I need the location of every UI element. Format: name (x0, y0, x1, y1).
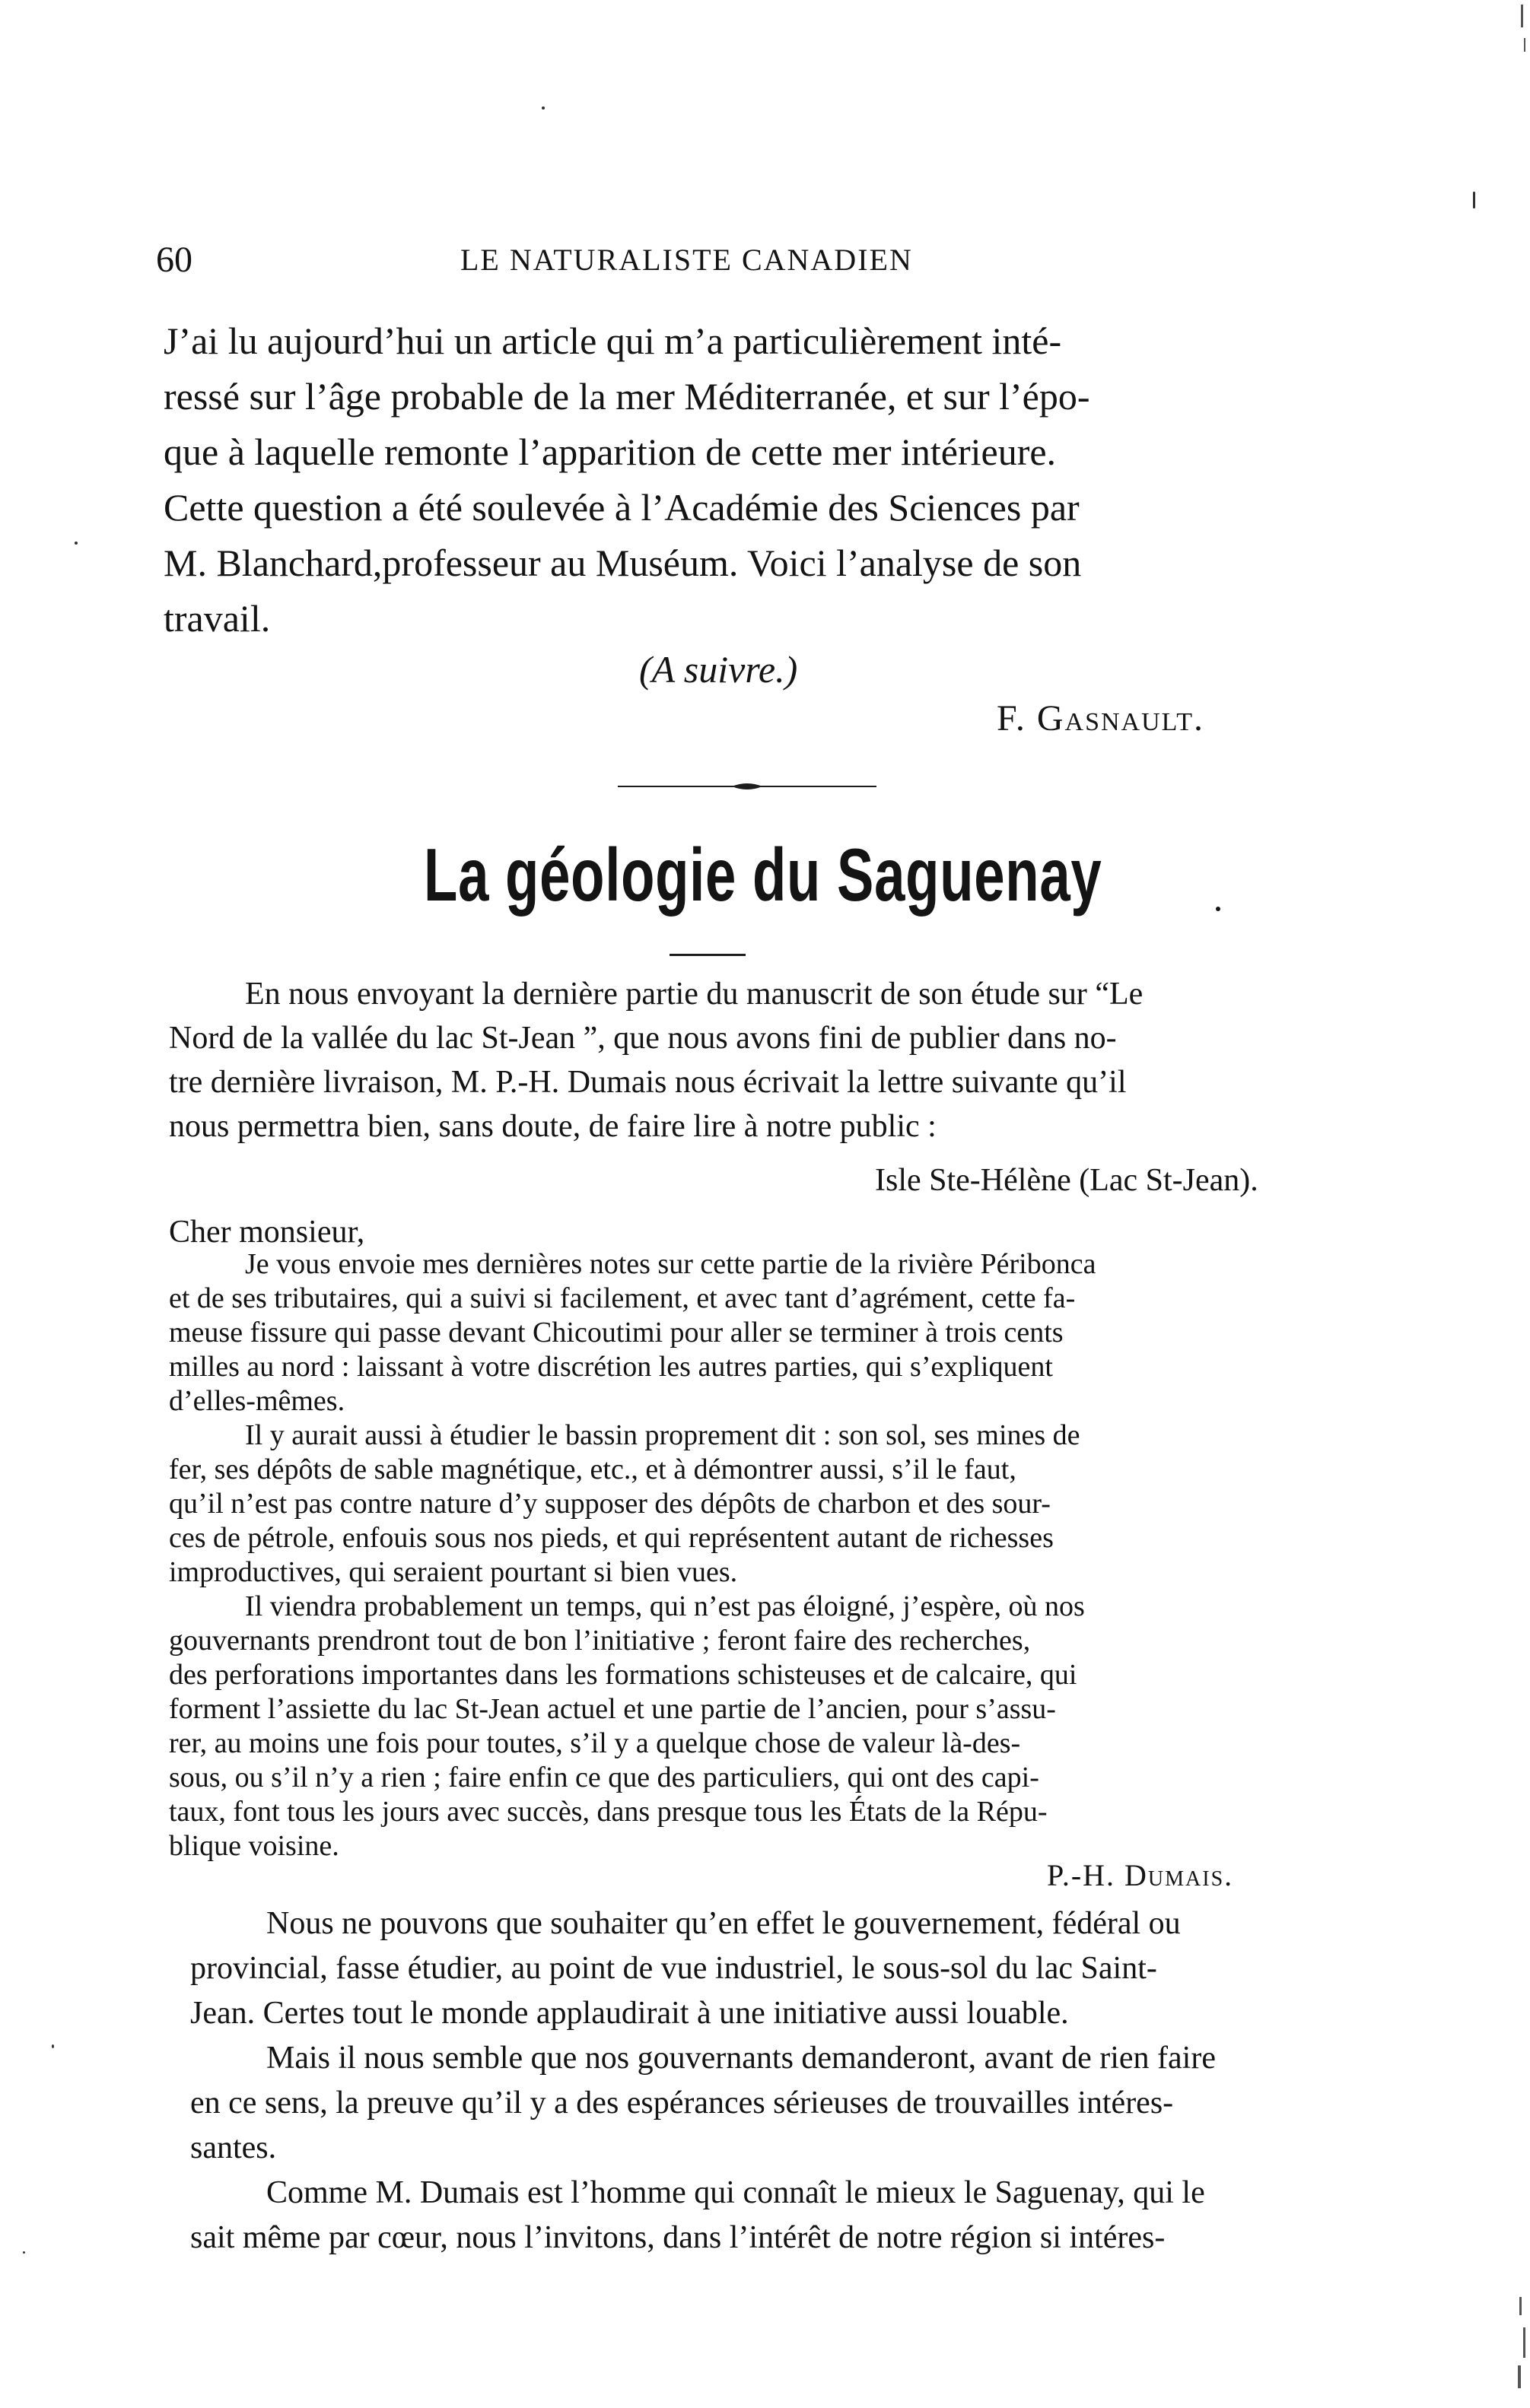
lead-line: En nous envoyant la dernière partie du manuscrit de son étude sur “Le (245, 977, 1144, 1012)
letter-line: fer, ses dépôts de sable magnétique, etc., et à démontrer aussi, s’il le faut, (169, 1453, 1016, 1485)
intro-paragraph (164, 313, 1328, 646)
intro-line: J’ai lu aujourd’hui un article qui m’a particulièrement inté- (164, 319, 1062, 362)
intro-line: que à laquelle remonte l’apparition de cette mer intérieure. (164, 430, 1057, 473)
closing-line: Jean. Certes tout le monde applaudirait à une initiative aussi louable. (190, 1996, 1069, 2031)
closing-paragraphs (190, 1901, 1354, 2260)
article-title: La géologie du Saguenay (424, 833, 1102, 917)
scan-speck (542, 106, 545, 110)
letter-line: Il y aurait aussi à étudier le bassin proprement dit : son sol, ses mines de (245, 1419, 1080, 1451)
lead-line: Nord de la vallée du lac St-Jean ”, que nous avons fini de publier dans no- (169, 1021, 1117, 1056)
letter-line: et de ses tributaires, qui a suivi si facilement, et avec tant d’agrément, cette fa- (169, 1282, 1076, 1314)
letter-line: gouvernants prendront tout de bon l’initiative ; feront faire des recherches, (169, 1625, 1031, 1657)
letter-body (169, 1247, 1333, 1863)
closing-line: Nous ne pouvons que souhaiter qu’en effet le gouvernement, fédéral ou (266, 1906, 1181, 1941)
intro-line: Cette question a été soulevée à l’Académie des Sciences par (164, 486, 1080, 529)
intro-line: travail. (164, 597, 271, 640)
closing-line: Comme M. Dumais est l’homme qui connaît le mieux le Saguenay, qui le (266, 2175, 1205, 2210)
letter-signature: P.-H. Dumais. (1047, 1858, 1234, 1892)
letter-place: Isle Ste-Hélène (Lac St-Jean). (875, 1163, 1258, 1198)
intro-line: ressé sur l’âge probable de la mer Méditerranée, et sur l’épo- (164, 375, 1090, 418)
lead-paragraph (169, 972, 1333, 1148)
closing-line: santes. (190, 2130, 277, 2165)
intro-line: M. Blanchard,professeur au Muséum. Voici l’analyse de son (164, 542, 1082, 584)
closing-line: provincial, fasse étudier, au point de vue industriel, le sous-sol du lac Saint- (190, 1951, 1157, 1986)
letter-line: ces de pétrole, enfouis sous nos pieds, et qui représentent autant de richesses (169, 1522, 1054, 1554)
letter-line: qu’il n’est pas contre nature d’y supposer des dépôts de charbon et des sour- (169, 1488, 1051, 1520)
scan-speck (75, 542, 78, 545)
letter-line: taux, font tous les jours avec succès, dans presque tous les États de la Répu- (169, 1796, 1048, 1828)
letter-line: improductives, qui seraient pourtant si bien vues. (169, 1556, 738, 1588)
lead-line: nous permettra bien, sans doute, de faire lire à notre public : (169, 1109, 937, 1144)
scan-edge-noise (1503, 0, 1530, 2408)
letter-line: meuse fissure qui passe devant Chicoutimi pour aller se terminer à trois cents (169, 1317, 1064, 1349)
lead-line: tre dernière livraison, M. P.-H. Dumais nous écrivait la lettre suivante qu’il (169, 1065, 1127, 1100)
closing-line: en ce sens, la preuve qu’il y a des espérances sérieuses de trouvailles intéres- (190, 2086, 1174, 2121)
letter-line: milles au nord : laissant à votre discrétion les autres parties, qui s’expliquent (169, 1351, 1053, 1383)
running-header (156, 237, 1320, 283)
scan-speck (52, 2044, 54, 2048)
closing-line: sait même par cœur, nous l’invitons, dans l’intérêt de notre région si intéres- (190, 2220, 1166, 2255)
scan-speck (23, 2251, 25, 2254)
ornamental-divider (618, 781, 876, 792)
letter-line: Il viendra probablement un temps, qui n’est pas éloigné, j’espère, où nos (245, 1590, 1085, 1622)
to-be-continued-note: (A suivre.) (639, 648, 798, 691)
letter-line: forment l’assiette du lac St-Jean actuel et une partie de l’ancien, pour s’assu- (169, 1693, 1056, 1725)
author-signature: F. Gasnault. (997, 698, 1205, 739)
title-rule (670, 954, 746, 956)
title-speck (1216, 907, 1220, 911)
scan-speck (1473, 192, 1475, 208)
letter-line: sous, ou s’il n’y a rien ; faire enfin ce que des particuliers, qui ont des capi- (169, 1762, 1039, 1793)
closing-line: Mais il nous semble que nos gouvernants demanderont, avant de rien faire (266, 2041, 1216, 2076)
letter-salutation: Cher monsieur, (169, 1215, 365, 1250)
letter-line: rer, au moins une fois pour toutes, s’il y a quelque chose de valeur là-des- (169, 1727, 1021, 1759)
letter-line: blique voisine. (169, 1830, 339, 1862)
letter-line: des perforations importantes dans les formations schisteuses et de calcaire, qui (169, 1659, 1077, 1691)
journal-title: LE NATURALISTE CANADIEN (460, 243, 913, 277)
letter-line: Je vous envoie mes dernières notes sur cette partie de la rivière Péribonca (245, 1248, 1096, 1280)
page-number: 60 (156, 240, 192, 280)
letter-line: d’elles-mêmes. (169, 1385, 345, 1417)
